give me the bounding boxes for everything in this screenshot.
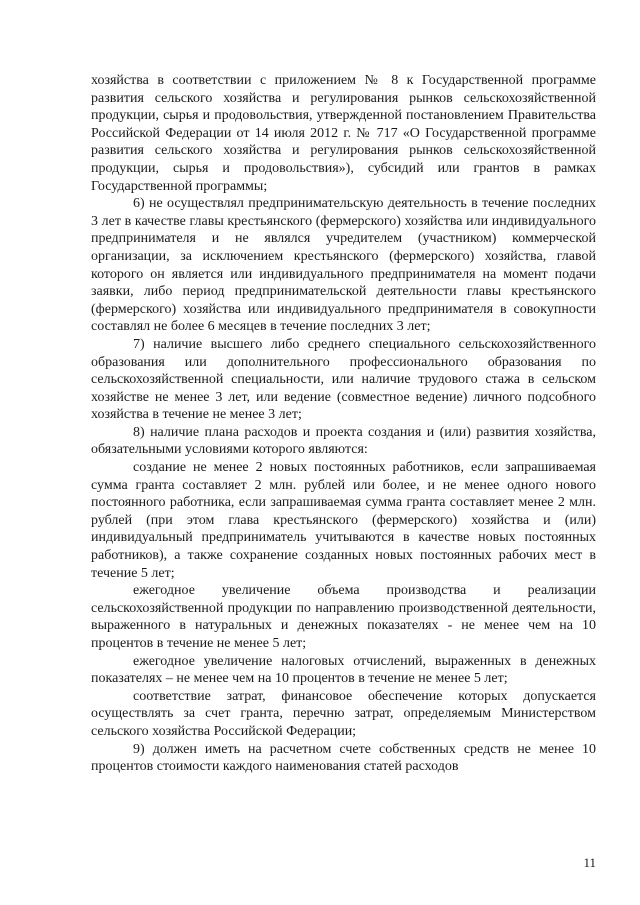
paragraph-condition-costs: соответствие затрат, финансовое обеспечение которых допускается осуществлять за счет гранта, перечню затрат, определяемым Министерством сельского хозяйства Российской Федерации; xyxy=(91,688,596,739)
paragraph-condition-production: ежегодное увеличение объема производства и реализации сельскохозяйственной продукции по направлению производственной деятельности, выраженного в натуральных и денежных показателях - не менее чем на 10 процентов в течение не менее 5 лет; xyxy=(91,583,596,651)
paragraph-item-8: 8) наличие плана расходов и проекта создания и (или) развития хозяйства, обязательными условиями которого являются: xyxy=(91,424,596,458)
paragraph-condition-taxes: ежегодное увеличение налоговых отчислений, выраженных в денежных показателях – не менее чем на 10 процентов в течение не менее 5 лет; xyxy=(91,653,596,687)
paragraph-item-7: 7) наличие высшего либо среднего специального сельскохозяйственного образования или дополнительного профессионального образования по сельскохозяйственной специальности, или наличие трудового стажа в сельском хозяйстве не менее 3 лет, или ведение (совместное ведение) личного подсобного хозяйства в течение не менее 3 лет; xyxy=(91,336,596,423)
document-body xyxy=(91,72,596,776)
paragraph-continuation: хозяйства в соответствии с приложением № 8 к Государственной программе развития сельского хозяйства и регулирования рынков сельскохозяйственной продукции, сырья и продовольствия, утвержденной постановлением Правительства Российской Федерации от 14 июля 2012 г. № 717 «О Государственной программе развития сельского хозяйства и регулирования рынков сельскохозяйственной продукции, сырья и продовольствия»), субсидий или грантов в рамках Государственной программы; xyxy=(91,73,596,194)
page-number: 11 xyxy=(583,855,596,870)
paragraph-item-6: 6) не осуществлял предпринимательскую деятельность в течение последних 3 лет в качестве главы крестьянского (фермерского) хозяйства или индивидуального предпринимателя и не являлся учредителем (участником) коммерческой организации, за исключением крестьянского (фермерского) хозяйства, главой которого он является или индивидуального предпринимателя на момент подачи заявки, либо период предпринимательской деятельности главы крестьянского (фермерского) хозяйства или индивидуального предпринимателя в совокупности составлял не более 6 месяцев в течение последних 3 лет; xyxy=(91,196,596,335)
paragraph-item-9: 9) должен иметь на расчетном счете собственных средств не менее 10 процентов стоимости каждого наименования статей расходов xyxy=(91,741,596,775)
paragraph-condition-workers: создание не менее 2 новых постоянных работников, если запрашиваемая сумма гранта составляет 2 млн. рублей или более, и не менее одного нового постоянного работника, если запрашиваемая сумма гранта составляет менее 2 млн. рублей (при этом глава крестьянского (фермерского) хозяйства и (или) индивидуальный предприниматель учитываются в качестве новых постоянных работников), а также сохранение созданных новых постоянных рабочих мест в течение 5 лет; xyxy=(91,460,596,581)
